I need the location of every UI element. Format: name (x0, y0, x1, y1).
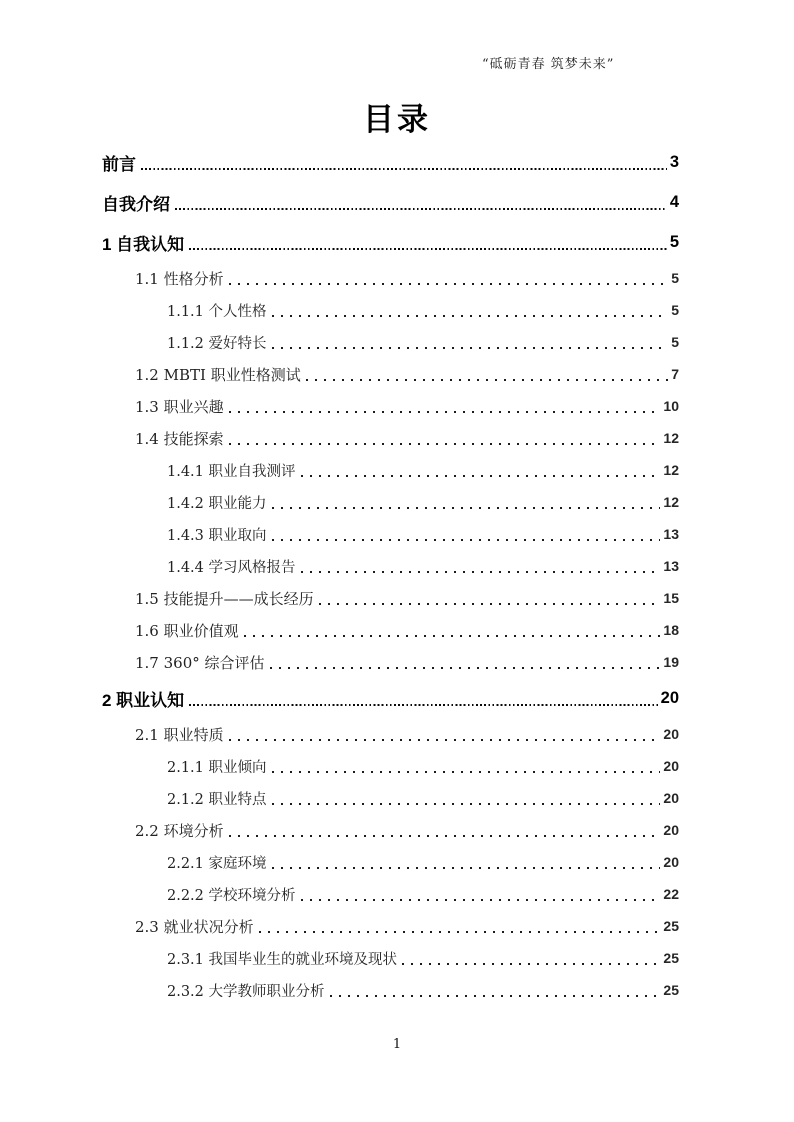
toc-entry-label: 1.4.1 职业自我测评 (167, 463, 296, 480)
dot-leader (272, 518, 661, 550)
toc-entry[interactable] (102, 518, 679, 550)
dot-leader (272, 326, 669, 358)
dot-leader (270, 646, 661, 678)
toc-entry[interactable] (102, 486, 679, 518)
toc-entry-page-number: 20 (660, 688, 679, 707)
dot-leader (319, 582, 661, 614)
dot-leader (229, 422, 661, 454)
toc-entry-page-number: 13 (663, 526, 679, 542)
dot-leader (189, 678, 657, 718)
toc-entry-page-number: 20 (663, 822, 679, 838)
dot-leader (301, 878, 661, 910)
toc-entry-page-number: 20 (663, 854, 679, 870)
toc-entry[interactable] (102, 582, 679, 614)
toc-entry-label: 1.4.2 职业能力 (167, 495, 267, 512)
toc-entry-label: 2.1 职业特质 (135, 725, 224, 744)
toc-entry[interactable] (102, 422, 679, 454)
toc-entry[interactable] (102, 750, 679, 782)
dot-leader (229, 390, 661, 422)
footer-page-number: 1 (392, 1037, 402, 1052)
toc-entry-page-number: 5 (669, 232, 679, 251)
toc-entry-label: 1.1.2 爱好特长 (167, 335, 267, 352)
toc-list (102, 142, 679, 1006)
toc-entry-page-number: 10 (663, 398, 679, 414)
toc-entry-label: 2.3 就业状况分析 (135, 917, 254, 936)
toc-entry-label: 自我介绍 (102, 194, 170, 214)
dot-leader (141, 142, 667, 182)
toc-entry[interactable] (102, 814, 679, 846)
toc-entry-label: 2.3.1 我国毕业生的就业环境及现状 (167, 951, 398, 968)
toc-entry[interactable] (102, 910, 679, 942)
toc-entry-page-number: 20 (663, 790, 679, 806)
toc-entry-page-number: 12 (663, 462, 679, 478)
toc-entry[interactable] (102, 222, 679, 262)
dot-leader (272, 294, 669, 326)
toc-entry-page-number: 22 (663, 886, 679, 902)
toc-entry[interactable] (102, 942, 679, 974)
toc-entry[interactable] (102, 358, 679, 390)
dot-leader (330, 974, 661, 1006)
dot-leader (259, 910, 661, 942)
toc-title: 目录 (363, 102, 431, 137)
toc-entry-label: 2 职业认知 (102, 690, 185, 710)
dot-leader (229, 814, 661, 846)
toc-entry-page-number: 18 (663, 622, 679, 638)
toc-entry[interactable] (102, 678, 679, 718)
dot-leader (189, 222, 667, 262)
toc-entry-page-number: 3 (669, 152, 679, 171)
dot-leader (402, 942, 660, 974)
toc-entry-label: 2.1.2 职业特点 (167, 791, 267, 808)
toc-entry-label: 2.2.1 家庭环境 (167, 855, 267, 872)
dot-leader (272, 486, 661, 518)
toc-entry-page-number: 15 (663, 590, 679, 606)
toc-entry-label: 1.4 技能探索 (135, 429, 224, 448)
toc-entry-page-number: 4 (669, 192, 679, 211)
toc-entry-label: 2.1.1 职业倾向 (167, 759, 267, 776)
toc-entry[interactable] (102, 974, 679, 1006)
toc-entry-label: 2.3.2 大学教师职业分析 (167, 983, 325, 1000)
toc-entry-label: 1.4.3 职业取向 (167, 527, 267, 544)
toc-entry-label: 1.7 360° 综合评估 (135, 653, 265, 672)
toc-entry-label: 1 自我认知 (102, 234, 185, 254)
toc-entry-page-number: 19 (663, 654, 679, 670)
toc-entry-page-number: 12 (663, 430, 679, 446)
toc-entry-label: 前言 (102, 154, 136, 174)
toc-entry-label: 2.2.2 学校环境分析 (167, 887, 296, 904)
toc-entry-page-number: 25 (663, 982, 679, 998)
toc-entry[interactable] (102, 782, 679, 814)
dot-leader (306, 358, 668, 390)
toc-entry-label: 1.4.4 学习风格报告 (167, 559, 296, 576)
toc-entry[interactable] (102, 326, 679, 358)
dot-leader (272, 750, 661, 782)
toc-entry-page-number: 5 (671, 270, 679, 286)
toc-entry[interactable] (102, 142, 679, 182)
toc-entry-label: 1.2 MBTI 职业性格测试 (135, 365, 301, 384)
toc-entry-page-number: 25 (663, 950, 679, 966)
dot-leader (229, 262, 669, 294)
toc-entry[interactable] (102, 550, 679, 582)
toc-entry-page-number: 7 (671, 366, 679, 382)
toc-entry-page-number: 13 (663, 558, 679, 574)
toc-entry[interactable] (102, 878, 679, 910)
toc-entry-page-number: 5 (671, 334, 679, 350)
toc-entry-page-number: 12 (663, 494, 679, 510)
toc-entry[interactable] (102, 262, 679, 294)
dot-leader (301, 454, 661, 486)
dot-leader (301, 550, 661, 582)
dot-leader (272, 782, 661, 814)
toc-entry[interactable] (102, 182, 679, 222)
dot-leader (244, 614, 661, 646)
toc-entry-label: 1.6 职业价值观 (135, 621, 239, 640)
toc-entry-page-number: 20 (663, 726, 679, 742)
toc-entry-label: 1.5 技能提升——成长经历 (135, 589, 314, 608)
toc-entry-label: 2.2 环境分析 (135, 821, 224, 840)
toc-entry[interactable] (102, 846, 679, 878)
toc-entry[interactable] (102, 454, 679, 486)
page-header-quote: “砥砺青春 筑梦未来” (482, 57, 615, 72)
toc-entry[interactable] (102, 294, 679, 326)
toc-entry-label: 1.3 职业兴趣 (135, 397, 224, 416)
toc-entry[interactable] (102, 614, 679, 646)
toc-entry-page-number: 20 (663, 758, 679, 774)
toc-entry[interactable] (102, 390, 679, 422)
toc-entry[interactable] (102, 718, 679, 750)
toc-entry-page-number: 5 (671, 302, 679, 318)
toc-entry[interactable] (102, 646, 679, 678)
dot-leader (175, 182, 667, 222)
dot-leader (272, 846, 661, 878)
toc-entry-label: 1.1 性格分析 (135, 269, 224, 288)
toc-entry-label: 1.1.1 个人性格 (167, 303, 267, 320)
dot-leader (229, 718, 661, 750)
toc-entry-page-number: 25 (663, 918, 679, 934)
